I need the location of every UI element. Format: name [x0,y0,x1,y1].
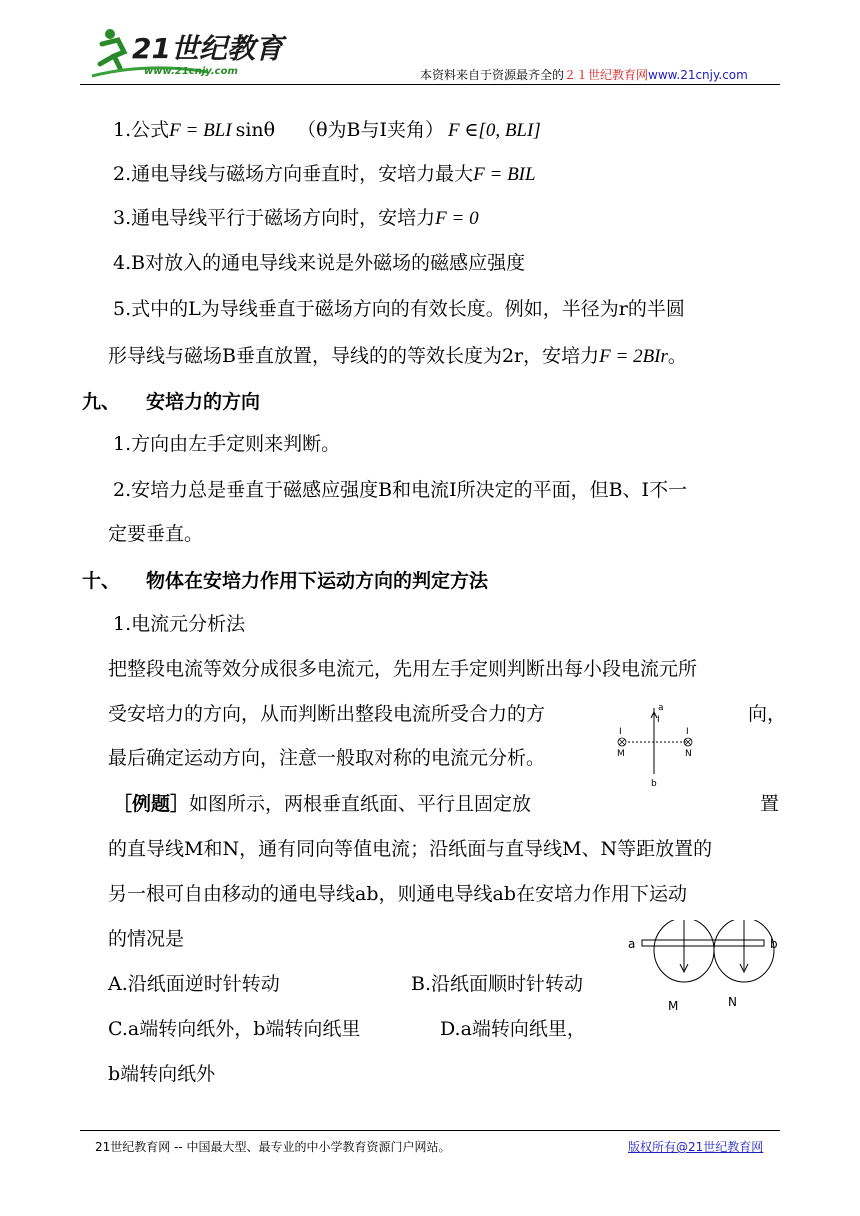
label-i-top: I [657,715,660,725]
header-note: 本资料来自于资源最齐全的２１世纪教育网www.21cnjy.com [420,68,748,82]
svg-text:21世纪教育: 21世纪教育 [132,32,283,65]
example-line-end: 置 [760,793,780,815]
label-m: M [668,999,679,1013]
example-line: 的直导线M和N，通有同向等值电流；沿纸面与直导线M、N等距放置的 [108,838,713,860]
option-d-cont: b端转向纸外 [108,1063,216,1085]
footer-divider [80,1130,780,1131]
header-divider [80,84,780,85]
section-9-point-1: 1.方向由左手定则来判断。 [113,433,341,455]
point-5-cont: 形导线与磁场B垂直放置，导线的的等效长度为2r，安培力F = 2BIr。 [108,345,687,367]
footer-text: 21世纪教育网 -- 中国最大型、最专业的中小学教育资源门户网站。 [95,1140,451,1154]
header-url[interactable]: www.21cnjy.com [648,68,748,82]
section-9-point-2-cont: 定要垂直。 [108,523,204,545]
label-i-right: I [686,727,689,737]
point-5: 5.式中的L为导线垂直于磁场方向的有效长度。例如，半径为r的半圆 [113,298,685,320]
footer-copyright-link[interactable]: 版权所有@21世纪教育网 [628,1140,764,1154]
label-a: a [628,937,636,951]
point-2: 2.通电导线与磁场方向垂直时，安培力最大F = BIL [113,163,536,185]
logo-graphic [88,22,288,82]
option-b: B.沿纸面顺时针转动 [411,973,584,995]
current-element-svg [606,700,706,792]
wires-svg [626,920,786,1020]
example-line: 另一根可自由移动的通电导线ab，则通电导线ab在安培力作用下运动 [108,883,687,905]
example-line: ［例题］如图所示，两根垂直纸面、平行且固定放 [113,793,532,815]
formula-line-1: 1.公式F = BLI sinθ （θ为B与I夹角） F ∈[0, BLI] [113,119,541,141]
label-b: b [770,937,778,951]
label-m: M [617,749,625,759]
option-d: D.a端转向纸里， [440,1018,586,1040]
paragraph-line: 把整段电流等效分成很多电流元，先用左手定则判断出每小段电流元所 [108,658,698,680]
label-n: N [728,995,737,1009]
label-n: N [685,749,692,759]
section-9-heading: 九、 安培力的方向 [82,391,261,413]
section-10-point-1: 1.电流元分析法 [113,613,246,635]
current-element-diagram [606,700,706,792]
section-10-heading: 十、 物体在安培力作用下运动方向的判定方法 [82,570,489,592]
label-a: a [658,703,664,713]
paragraph-line: 最后确定运动方向，注意一般取对称的电流元分析。 [108,747,546,769]
option-a: A.沿纸面逆时针转动 [108,973,280,995]
label-b: b [651,779,657,789]
point-3: 3.通电导线平行于磁场方向时，安培力F = 0 [113,207,479,229]
section-9-point-2: 2.安培力总是垂直于磁感应强度B和电流I所决定的平面，但B、I不一 [113,479,688,501]
example-tag: ［例题］ [113,793,190,815]
label-i-left: I [619,727,622,737]
paragraph-line-end: 向， [748,703,787,725]
paragraph-line: 受安培力的方向，从而判断出整段电流所受合力的方 [108,703,546,725]
header-site-name[interactable]: ２１世纪教育网 [564,68,649,82]
logo [88,22,288,82]
svg-text:www.21cnjy.com: www.21cnjy.com [144,66,238,77]
wires-diagram [626,920,786,1020]
example-line: 的情况是 [108,928,185,950]
option-c: C.a端转向纸外，b端转向纸里 [108,1018,361,1040]
point-4: 4.B对放入的通电导线来说是外磁场的磁感应强度 [113,252,526,274]
